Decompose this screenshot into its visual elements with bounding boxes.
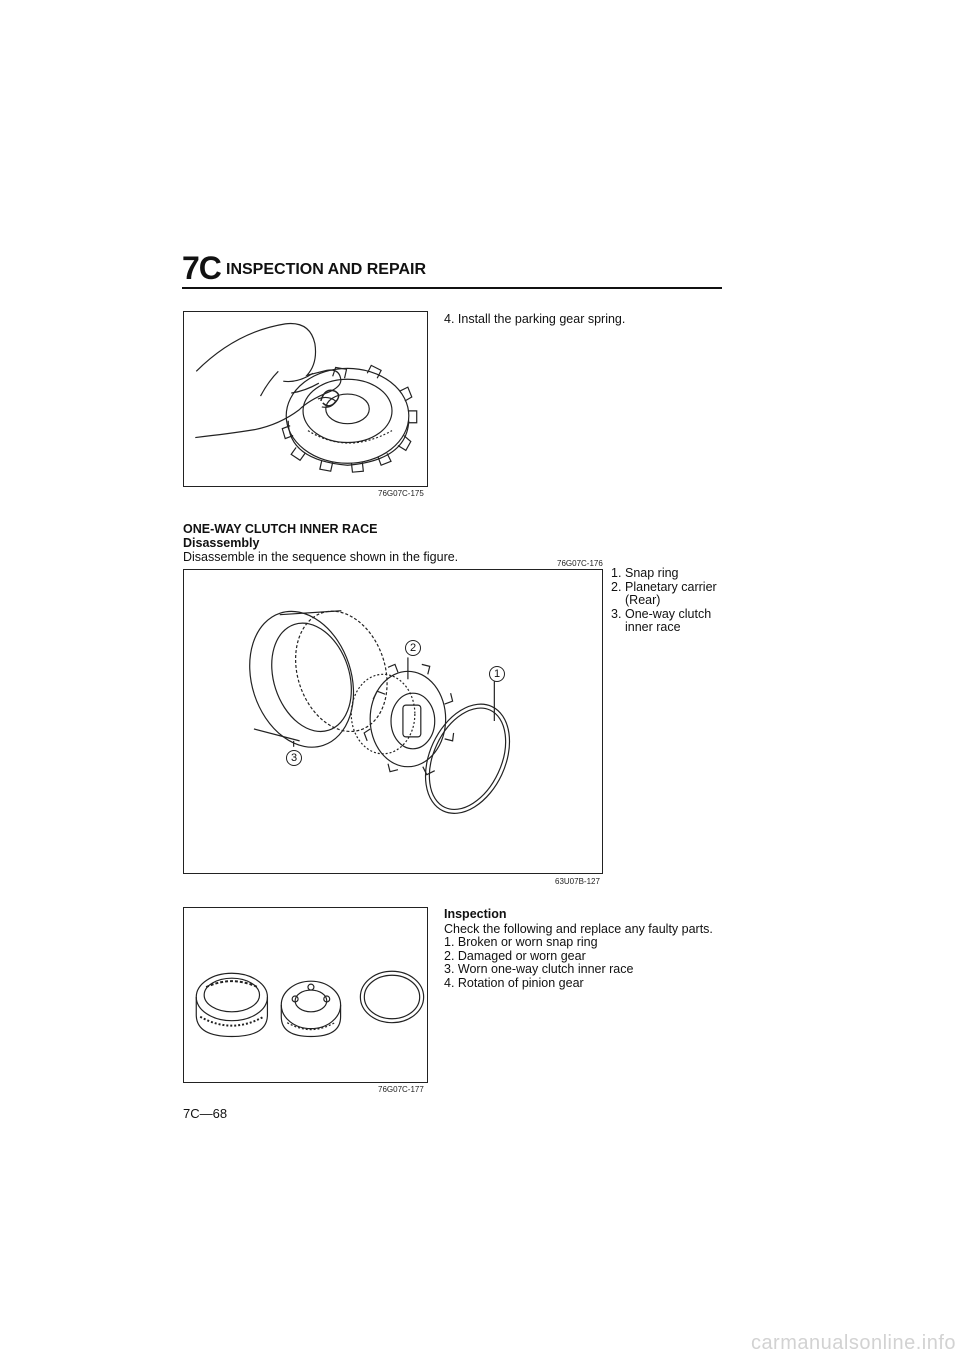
legend-item: 2. Planetary carrier (Rear) [611, 579, 717, 607]
disassembly-text: Disassemble in the sequence shown in the figure. [183, 550, 459, 564]
figure-code-127: 63U07B-127 [555, 877, 600, 886]
watermark: carmanualsonline.info [750, 1332, 956, 1354]
exploded-view-illustration [184, 570, 602, 873]
step-4-text: 4. Install the parking gear spring. [444, 312, 626, 326]
inspection-figure [183, 907, 428, 1083]
page-number: 7C—68 [183, 1106, 228, 1121]
inspection-block [444, 907, 734, 990]
callout-3: 3 [286, 750, 302, 766]
list-item: 1. Broken or worn snap ring [444, 935, 598, 949]
inspection-list [444, 936, 734, 990]
parking-spring-figure [183, 311, 428, 487]
list-item: 3. Worn one-way clutch inner race [444, 962, 634, 976]
callout-1: 1 [489, 666, 505, 682]
section-code: 7C [182, 250, 221, 286]
legend-item: 3. One-way clutch inner race [611, 606, 712, 634]
parts-legend [611, 567, 735, 635]
inspection-heading: Inspection [444, 907, 507, 921]
figure-code-177: 76G07C-177 [378, 1085, 424, 1094]
list-item: 4. Rotation of pinion gear [444, 975, 584, 990]
figure-code-176: 76G07C-176 [557, 559, 603, 568]
figure-code-175: 76G07C-175 [378, 489, 424, 498]
legend-item: 1. Snap ring [611, 566, 679, 580]
section-title: INSPECTION AND REPAIR [226, 261, 427, 278]
inspection-intro: Check the following and replace any faulty parts. [444, 921, 713, 936]
list-item: 2. Damaged or worn gear [444, 948, 586, 963]
inspection-illustration [184, 908, 427, 1082]
callout-2: 2 [405, 640, 421, 656]
parking-spring-illustration [184, 312, 427, 486]
oneway-title: ONE-WAY CLUTCH INNER RACE [183, 522, 378, 536]
header-rule [182, 287, 722, 289]
disassembly-heading: Disassembly [183, 536, 260, 550]
exploded-view-figure [183, 569, 603, 874]
